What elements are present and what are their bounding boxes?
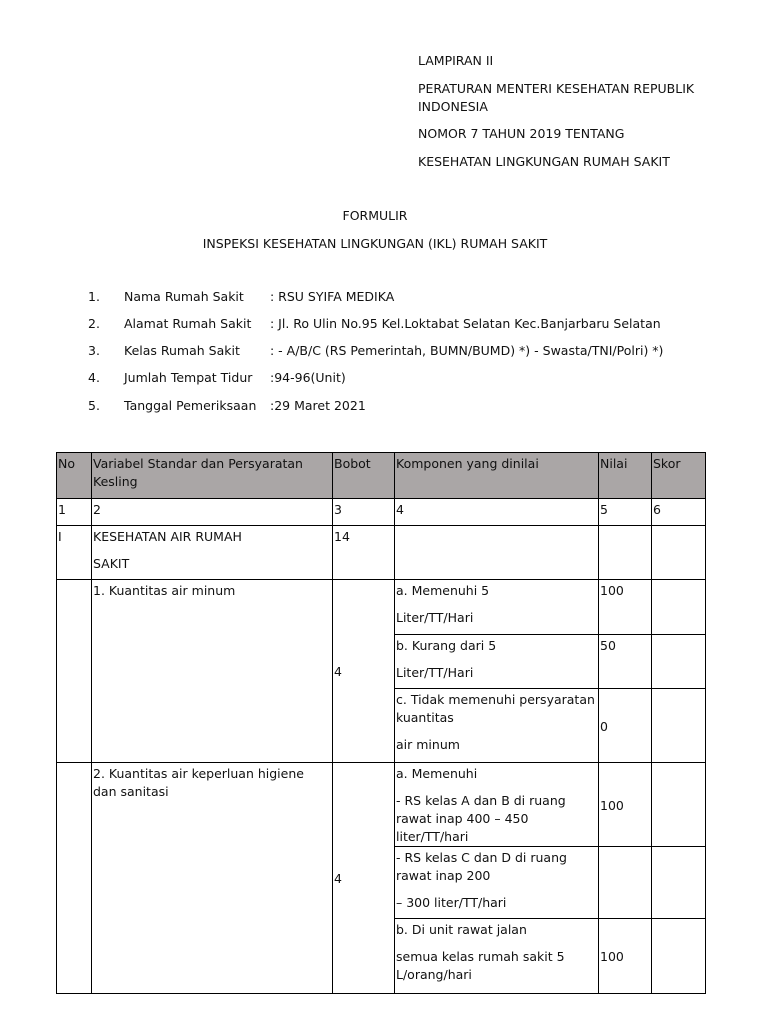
option-text: semua kelas rumah sakit 5 L/orang/hari bbox=[396, 949, 565, 982]
item1-nilai-c: 0 bbox=[599, 689, 652, 763]
header-komponen: Komponen yang dinilai bbox=[395, 453, 599, 499]
column-number-row bbox=[57, 499, 706, 526]
item1-option-c bbox=[395, 689, 599, 763]
info-value: : Jl. Ro Ulin No.95 Kel.Loktabat Selatan Kec.Banjarbaru Selatan bbox=[270, 316, 661, 331]
column-number: 6 bbox=[652, 499, 706, 526]
item2-option-b bbox=[395, 919, 599, 994]
info-number: 2. bbox=[88, 316, 100, 331]
item1-nilai-a: 100 bbox=[599, 580, 652, 635]
option-text: air minum bbox=[396, 737, 460, 752]
option-text: a. Memenuhi bbox=[396, 766, 478, 781]
section-title-line-2: SAKIT bbox=[93, 556, 130, 571]
peraturan-line-2: INDONESIA bbox=[418, 99, 488, 114]
column-number: 4 bbox=[395, 499, 599, 526]
peraturan-title: KESEHATAN LINGKUNGAN RUMAH SAKIT bbox=[418, 154, 670, 169]
nomor-label: NOMOR 7 TAHUN 2019 TENTANG bbox=[418, 126, 625, 141]
item2-option-a bbox=[395, 763, 599, 847]
info-label: Tanggal Pemeriksaan bbox=[124, 398, 257, 413]
info-value: : RSU SYIFA MEDIKA bbox=[270, 289, 395, 304]
item1-bobot: 4 bbox=[333, 580, 395, 763]
table-row bbox=[57, 763, 706, 847]
item2-bobot: 4 bbox=[333, 763, 395, 994]
section-title-line-1: KESEHATAN AIR RUMAH bbox=[93, 529, 242, 544]
section-row bbox=[57, 526, 706, 580]
info-value: :29 Maret 2021 bbox=[270, 398, 366, 413]
info-number: 5. bbox=[88, 398, 100, 413]
table-header-row bbox=[57, 453, 706, 499]
item1-nilai-b: 50 bbox=[599, 635, 652, 689]
item2-nilai-a: 100 bbox=[599, 763, 652, 847]
item1-title: 1. Kuantitas air minum bbox=[92, 580, 333, 763]
column-number: 2 bbox=[92, 499, 333, 526]
form-title: FORMULIR bbox=[342, 208, 408, 223]
item2-title: 2. Kuantitas air keperluan higiene dan sanitasi bbox=[92, 763, 333, 994]
header-nilai: Nilai bbox=[599, 453, 652, 499]
table-row bbox=[57, 580, 706, 635]
option-text: b. Di unit rawat jalan bbox=[396, 922, 527, 937]
section-bobot: 14 bbox=[333, 526, 395, 580]
header-no: No bbox=[57, 453, 92, 499]
inspection-table bbox=[56, 452, 706, 994]
column-number: 1 bbox=[57, 499, 92, 526]
option-text: Liter/TT/Hari bbox=[396, 665, 474, 680]
section-title bbox=[92, 526, 333, 580]
option-text: - RS kelas A dan B di ruang rawat inap 400 – 450 liter/TT/hari bbox=[396, 793, 566, 844]
option-text: Liter/TT/Hari bbox=[396, 610, 474, 625]
info-number: 1. bbox=[88, 289, 100, 304]
info-label: Kelas Rumah Sakit bbox=[124, 343, 240, 358]
option-text: b. Kurang dari 5 bbox=[396, 638, 497, 653]
info-label: Alamat Rumah Sakit bbox=[124, 316, 252, 331]
lampiran-label: LAMPIRAN II bbox=[418, 53, 494, 68]
column-number: 3 bbox=[333, 499, 395, 526]
column-number: 5 bbox=[599, 499, 652, 526]
item2-nilai-b: 100 bbox=[599, 919, 652, 994]
option-text: a. Memenuhi 5 bbox=[396, 583, 490, 598]
header-variabel: Variabel Standar dan Persyaratan Kesling bbox=[92, 453, 333, 499]
item2-option-a-cd bbox=[395, 847, 599, 919]
item1-option-a bbox=[395, 580, 599, 635]
info-number: 4. bbox=[88, 370, 100, 385]
section-no: I bbox=[57, 526, 92, 580]
info-number: 3. bbox=[88, 343, 100, 358]
option-text: – 300 liter/TT/hari bbox=[396, 895, 507, 910]
header-skor: Skor bbox=[652, 453, 706, 499]
form-subtitle: INSPEKSI KESEHATAN LINGKUNGAN (IKL) RUMAH SAKIT bbox=[202, 236, 548, 251]
item1-option-b bbox=[395, 635, 599, 689]
option-text: c. Tidak memenuhi persyaratan kuantitas bbox=[396, 692, 595, 725]
info-label: Jumlah Tempat Tidur bbox=[124, 370, 253, 385]
info-value: :94-96(Unit) bbox=[270, 370, 346, 385]
info-value: : - A/B/C (RS Pemerintah, BUMN/BUMD) *) - Swasta/TNI/Polri) *) bbox=[270, 343, 664, 358]
info-label: Nama Rumah Sakit bbox=[124, 289, 244, 304]
header-bobot: Bobot bbox=[333, 453, 395, 499]
peraturan-line-1: PERATURAN MENTERI KESEHATAN REPUBLIK bbox=[418, 81, 695, 96]
option-text: - RS kelas C dan D di ruang rawat inap 200 bbox=[396, 850, 567, 883]
